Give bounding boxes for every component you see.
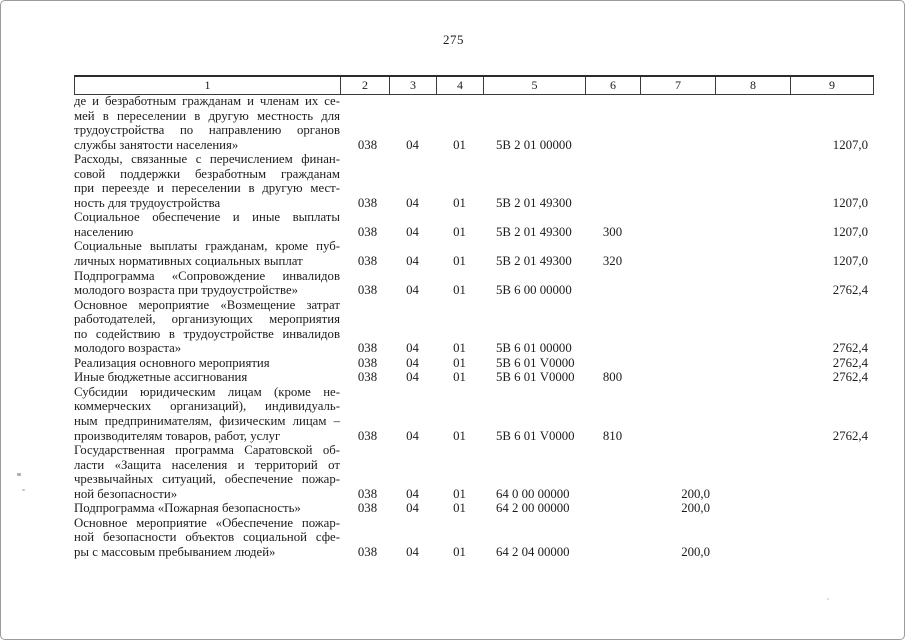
target-article-code-cell: 64 2 00 00000 <box>496 501 570 516</box>
row-name-line: трудоустройства по направлению органов <box>74 123 340 138</box>
row-name-cell <box>74 356 340 371</box>
amount-cell: 2762,4 <box>832 428 868 443</box>
subsection-code-cell: 01 <box>453 283 466 298</box>
row-name-cell <box>74 269 340 298</box>
table-header-cell: 3 <box>390 77 437 94</box>
amount-cell: 2762,4 <box>832 341 868 356</box>
row-name-line: Государственная программа Саратовской об- <box>74 443 340 458</box>
grbs-code-cell: 038 <box>357 544 378 559</box>
table-body <box>74 94 872 560</box>
grbs-code-cell: 038 <box>357 283 378 298</box>
row-name-line: населению <box>74 224 134 239</box>
section-code-cell: 04 <box>406 428 419 443</box>
grbs-code-cell: 038 <box>357 341 378 356</box>
row-name-line: молодого возраста» <box>74 341 182 356</box>
row-name-line: Социальное обеспечение и иные выплаты <box>74 210 340 225</box>
row-name-line: ной безопасности» <box>74 486 178 501</box>
table-row <box>74 516 872 560</box>
section-code-cell: 04 <box>406 137 419 152</box>
expense-type-code-cell: 810 <box>602 428 623 443</box>
target-article-code-cell: 64 0 00 00000 <box>496 486 570 501</box>
section-code-cell: 04 <box>406 341 419 356</box>
row-name-line: Субсидии юридическим лицам (кроме не- <box>74 384 340 399</box>
row-name-line: личных нормативных социальных выплат <box>74 254 303 269</box>
table-row <box>74 385 872 443</box>
target-article-code-cell: 5В 2 01 00000 <box>496 137 572 152</box>
amount-cell: 2762,4 <box>832 283 868 298</box>
row-name-cell <box>74 501 340 516</box>
grbs-code-cell: 038 <box>357 355 378 370</box>
row-name-line: Подпрограмма «Сопровождение инвалидов <box>74 268 340 283</box>
grbs-code-cell: 038 <box>357 501 378 516</box>
row-name-cell <box>74 385 340 443</box>
table-row <box>74 152 872 210</box>
grbs-code-cell: 038 <box>357 195 378 210</box>
amount-cell: 2762,4 <box>832 355 868 370</box>
grbs-code-cell: 038 <box>357 370 378 385</box>
subsection-code-cell: 01 <box>453 370 466 385</box>
page-number: 275 <box>443 32 464 47</box>
row-name-line: чрезвычайных ситуаций, обеспечение пожар- <box>74 472 340 487</box>
row-name-line: Основное мероприятие «Обеспечение пожар- <box>74 515 340 530</box>
table-header-cell: 5 <box>484 77 586 94</box>
subsection-code-cell: 01 <box>453 341 466 356</box>
amount-cell: 1207,0 <box>832 254 868 269</box>
row-name-line: Подпрограмма «Пожарная безопасность» <box>74 501 301 516</box>
subsection-code-cell: 01 <box>453 224 466 239</box>
row-name-line: при переезде и переселении в другую мест- <box>74 181 340 196</box>
row-name-line: Социальные выплаты гражданам, кроме пуб- <box>74 239 340 254</box>
target-article-code-cell: 5В 2 01 49300 <box>496 254 572 269</box>
row-name-line: коммерческих организаций), индивидуаль- <box>74 399 340 414</box>
table-header-cell: 9 <box>829 78 835 92</box>
amount-cell: 1207,0 <box>832 224 868 239</box>
target-article-code-cell: 64 2 04 00000 <box>496 544 570 559</box>
row-name-line: мей в переселении в другую местность для <box>74 108 340 123</box>
table-header-row <box>74 75 874 95</box>
row-name-cell <box>74 370 340 385</box>
table-row <box>74 239 872 268</box>
row-name-cell <box>74 298 340 356</box>
table-header-cell: 1 <box>75 77 341 94</box>
scan-artifact <box>22 489 25 491</box>
grbs-code-cell: 038 <box>357 486 378 501</box>
target-article-code-cell: 5В 6 01 V0000 <box>496 428 575 443</box>
row-name-line: ры с массовым пребыванием людей» <box>74 544 276 559</box>
row-name-line: ность для трудоустройства <box>74 195 221 210</box>
table-header-cell: 2 <box>341 77 390 94</box>
table-row <box>74 94 872 152</box>
amount-cell: 200,0 <box>681 501 710 516</box>
section-code-cell: 04 <box>406 544 419 559</box>
target-article-code-cell: 5В 2 01 49300 <box>496 195 572 210</box>
row-name-line: молодого возраста при трудоустройстве» <box>74 283 299 298</box>
target-article-code-cell: 5В 6 00 00000 <box>496 283 572 298</box>
section-code-cell: 04 <box>406 355 419 370</box>
table-header-cell: 7 <box>641 77 716 94</box>
table-row <box>74 356 872 371</box>
table-row <box>74 210 872 239</box>
section-code-cell: 04 <box>406 283 419 298</box>
table-row <box>74 298 872 356</box>
subsection-code-cell: 01 <box>453 254 466 269</box>
grbs-code-cell: 038 <box>357 224 378 239</box>
amount-cell: 1207,0 <box>832 137 868 152</box>
table-header-cell: 6 <box>586 77 641 94</box>
row-name-line: Иные бюджетные ассигнования <box>74 370 248 385</box>
table-header-cell: 4 <box>437 77 484 94</box>
subsection-code-cell: 01 <box>453 428 466 443</box>
section-code-cell: 04 <box>406 486 419 501</box>
row-name-cell <box>74 152 340 210</box>
row-name-cell <box>74 210 340 239</box>
target-article-code-cell: 5В 6 01 V0000 <box>496 370 575 385</box>
row-name-line: ной безопасности объектов социальной сфе- <box>74 530 340 545</box>
row-name-line: службы занятости населения» <box>74 137 239 152</box>
amount-cell: 200,0 <box>681 486 710 501</box>
row-name-line: де и безработным гражданам и членам их се- <box>74 94 340 108</box>
subsection-code-cell: 01 <box>453 195 466 210</box>
subsection-code-cell: 01 <box>453 355 466 370</box>
subsection-code-cell: 01 <box>453 486 466 501</box>
row-name-line: ным предпринимателям, физическим лицам – <box>74 414 340 429</box>
row-name-line: совой поддержки безработным гражданам <box>74 166 340 181</box>
row-name-line: работодателей, организующих мероприятия <box>74 312 340 327</box>
row-name-cell <box>74 239 340 268</box>
row-name-line: производителям товаров, работ, услуг <box>74 428 281 443</box>
amount-cell: 200,0 <box>681 544 710 559</box>
amount-cell: 1207,0 <box>832 195 868 210</box>
target-article-code-cell: 5В 6 01 V0000 <box>496 355 575 370</box>
amount-cell: 2762,4 <box>832 370 868 385</box>
row-name-line: Основное мероприятие «Возмещение затрат <box>74 297 340 312</box>
table-row <box>74 269 872 298</box>
grbs-code-cell: 038 <box>357 137 378 152</box>
table-row <box>74 443 872 501</box>
table-row <box>74 501 872 516</box>
grbs-code-cell: 038 <box>357 428 378 443</box>
target-article-code-cell: 5В 6 01 00000 <box>496 341 572 356</box>
scan-artifact <box>17 473 21 476</box>
subsection-code-cell: 01 <box>453 137 466 152</box>
expense-type-code-cell: 300 <box>602 224 623 239</box>
table-header-cell: 8 <box>716 77 791 94</box>
section-code-cell: 04 <box>406 195 419 210</box>
expense-type-code-cell: 800 <box>602 370 623 385</box>
table-row <box>74 370 872 385</box>
row-name-cell <box>74 516 340 560</box>
scan-artifact <box>827 598 829 600</box>
row-name-line: по содействию в трудоустройстве инвалидов <box>74 326 340 341</box>
section-code-cell: 04 <box>406 254 419 269</box>
row-name-line: ласти «Защита населения и территорий от <box>74 457 340 472</box>
target-article-code-cell: 5В 2 01 49300 <box>496 224 572 239</box>
row-name-cell <box>74 94 340 152</box>
subsection-code-cell: 01 <box>453 501 466 516</box>
section-code-cell: 04 <box>406 501 419 516</box>
row-name-cell <box>74 443 340 501</box>
subsection-code-cell: 01 <box>453 544 466 559</box>
section-code-cell: 04 <box>406 224 419 239</box>
section-code-cell: 04 <box>406 370 419 385</box>
expense-type-code-cell: 320 <box>602 254 623 269</box>
grbs-code-cell: 038 <box>357 254 378 269</box>
row-name-line: Расходы, связанные с перечислением финан- <box>74 152 340 167</box>
row-name-line: Реализация основного мероприятия <box>74 355 270 370</box>
